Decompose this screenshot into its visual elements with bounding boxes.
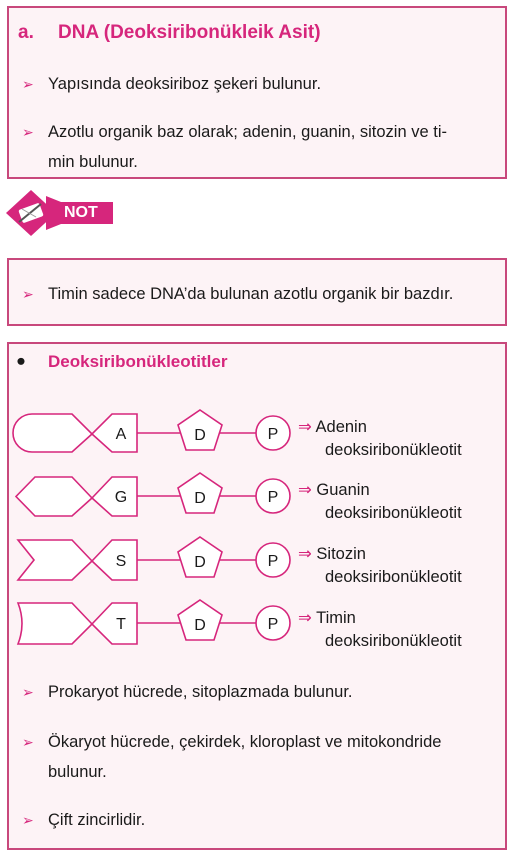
list-item (14, 118, 499, 146)
base-name: Timin (316, 609, 356, 627)
section-letter: a. (18, 22, 34, 43)
base-name: Adenin (315, 418, 367, 436)
bullet-arrow-icon: ➢ (22, 812, 34, 828)
bullet-text: Yapısında deoksiriboz şekeri bulunur. (48, 75, 322, 93)
nucleotide-suffix: deoksiribonükleotit (325, 441, 462, 459)
list-item (14, 678, 499, 706)
not-badge (6, 190, 116, 236)
note-pencil-icon (6, 190, 116, 236)
bullet-arrow-icon: ➢ (22, 124, 34, 140)
not-label: NOT (64, 204, 98, 221)
base-label: A (115, 426, 127, 443)
sugar-label: D (194, 554, 206, 571)
base-name: Guanin (316, 481, 370, 499)
bullet-text: min bulunur. (48, 153, 138, 171)
nucleotide-suffix: deoksiribonükleotit (325, 632, 462, 650)
sugar-label: D (194, 427, 206, 444)
sugar-label: D (194, 490, 206, 507)
list-item (14, 70, 499, 98)
bullet-arrow-icon: ➢ (22, 286, 34, 302)
sugar-label: D (194, 617, 206, 634)
bullet-arrow-icon: ➢ (22, 734, 34, 750)
phosphate-label: P (267, 426, 279, 443)
list-item-continuation (48, 758, 107, 786)
bullet-text: Çift zincirlidir. (48, 811, 146, 829)
note-text: Timin sadece DNA’da bulunan azotlu organik bir bazdır. (48, 285, 454, 303)
implies-arrow-icon: ⇒ (298, 481, 312, 499)
list-item (14, 728, 504, 756)
list-item-continuation (48, 148, 138, 176)
nucleotide-name (298, 479, 462, 525)
nucleotide-name (298, 607, 462, 653)
phosphate-label: P (267, 489, 279, 506)
bullet-text: Prokaryot hücrede, sitoplazmada bulunur. (48, 683, 353, 701)
section-title: DNA (Deoksiribonükleik Asit) (58, 22, 321, 43)
implies-arrow-icon: ⇒ (298, 545, 312, 563)
nucleotide-name (298, 543, 462, 589)
bullet-dot-icon: ● (16, 352, 26, 370)
bullet-arrow-icon: ➢ (22, 76, 34, 92)
base-name: Sitozin (316, 545, 366, 563)
nucleotide-suffix: deoksiribonükleotit (325, 504, 462, 522)
phosphate-label: P (267, 553, 279, 570)
nucleotide-name (298, 416, 462, 462)
nucleotide-suffix: deoksiribonükleotit (325, 568, 462, 586)
section-heading: Deoksiribonükleotitler (48, 352, 228, 371)
implies-arrow-icon: ⇒ (298, 418, 312, 436)
list-item (14, 806, 499, 834)
implies-arrow-icon: ⇒ (298, 609, 312, 627)
base-label: T (116, 616, 126, 633)
bullet-text: Ökaryot hücrede, çekirdek, kloroplast ve mitokondride (48, 733, 442, 751)
phosphate-label: P (267, 616, 279, 633)
list-item (14, 280, 504, 308)
base-label: S (115, 553, 127, 570)
bullet-arrow-icon: ➢ (22, 684, 34, 700)
bullet-text: Azotlu organik baz olarak; adenin, guanin, sitozin ve ti- (48, 123, 447, 141)
bullet-text: bulunur. (48, 763, 107, 781)
base-label: G (114, 489, 128, 506)
